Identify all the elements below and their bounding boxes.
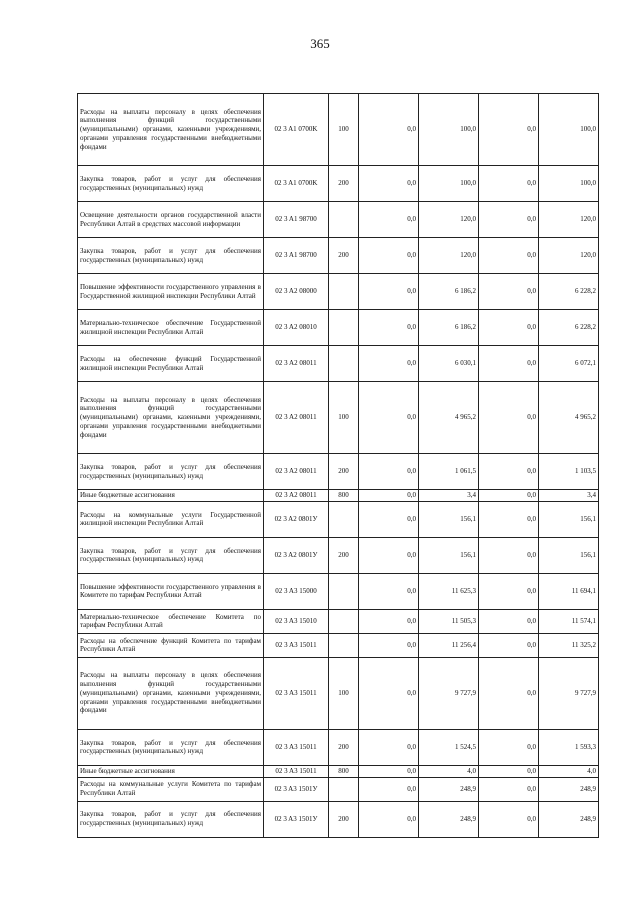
amount-cell-3: 0,0 <box>479 454 539 490</box>
amount-cell-4: 156,1 <box>539 537 599 573</box>
table-row <box>78 609 599 633</box>
expense-type-cell: 200 <box>329 454 359 490</box>
expense-type-cell: 100 <box>329 94 359 166</box>
expense-type-cell <box>329 346 359 382</box>
expense-name-cell: Закупка товаров, работ и услуг для обеспечения государственных (муниципальных) нужд <box>78 801 264 837</box>
amount-cell-2: 156,1 <box>419 537 479 573</box>
target-article-code-cell: 02 3 A3 1501У <box>264 801 329 837</box>
table-row <box>78 238 599 274</box>
amount-cell-2: 6 186,2 <box>419 274 479 310</box>
amount-cell-4: 120,0 <box>539 202 599 238</box>
target-article-code-cell: 02 3 A2 08011 <box>264 382 329 454</box>
amount-cell-1: 0,0 <box>359 454 419 490</box>
amount-cell-3: 0,0 <box>479 801 539 837</box>
amount-cell-3: 0,0 <box>479 238 539 274</box>
expense-type-cell <box>329 202 359 238</box>
expense-name-cell: Расходы на выплаты персоналу в целях обеспечения выполнения функций государственными (муниципальными) органами, казенными учреждениями, органами управления государственными внебюджетными фондами <box>78 94 264 166</box>
expense-type-cell <box>329 501 359 537</box>
expense-type-cell: 100 <box>329 382 359 454</box>
amount-cell-4: 248,9 <box>539 801 599 837</box>
amount-cell-3: 0,0 <box>479 346 539 382</box>
amount-cell-4: 6 072,1 <box>539 346 599 382</box>
amount-cell-4: 248,9 <box>539 777 599 801</box>
amount-cell-1: 0,0 <box>359 777 419 801</box>
target-article-code-cell: 02 3 A3 1501У <box>264 777 329 801</box>
target-article-code-cell: 02 3 A3 15011 <box>264 657 329 729</box>
expense-name-cell: Расходы на коммунальные услуги Государственной жилищной инспекции Республики Алтай <box>78 501 264 537</box>
amount-cell-3: 0,0 <box>479 166 539 202</box>
expense-name-cell: Повышение эффективности государственного управления в Комитете по тарифам Республики Алтай <box>78 573 264 609</box>
amount-cell-3: 0,0 <box>479 777 539 801</box>
amount-cell-2: 120,0 <box>419 238 479 274</box>
amount-cell-3: 0,0 <box>479 94 539 166</box>
table-row <box>78 382 599 454</box>
table-row <box>78 657 599 729</box>
amount-cell-1: 0,0 <box>359 573 419 609</box>
target-article-code-cell: 02 3 A2 08010 <box>264 310 329 346</box>
amount-cell-1: 0,0 <box>359 633 419 657</box>
amount-cell-3: 0,0 <box>479 490 539 502</box>
expense-type-cell: 800 <box>329 490 359 502</box>
amount-cell-1: 0,0 <box>359 765 419 777</box>
amount-cell-1: 0,0 <box>359 609 419 633</box>
table-row <box>78 633 599 657</box>
target-article-code-cell: 02 3 A2 08011 <box>264 346 329 382</box>
amount-cell-4: 4 965,2 <box>539 382 599 454</box>
target-article-code-cell: 02 3 A1 0700K <box>264 166 329 202</box>
target-article-code-cell: 02 3 A3 15010 <box>264 609 329 633</box>
expense-type-cell: 100 <box>329 657 359 729</box>
table-row <box>78 777 599 801</box>
amount-cell-3: 0,0 <box>479 310 539 346</box>
amount-cell-4: 100,0 <box>539 166 599 202</box>
expense-name-cell: Закупка товаров, работ и услуг для обеспечения государственных (муниципальных) нужд <box>78 238 264 274</box>
expense-name-cell: Расходы на выплаты персоналу в целях обеспечения выполнения функций государственными (муниципальными) органами, казенными учреждениями, органами управления государственными внебюджетными фондами <box>78 657 264 729</box>
table-row <box>78 166 599 202</box>
amount-cell-4: 1 103,5 <box>539 454 599 490</box>
table-row <box>78 202 599 238</box>
table-row <box>78 454 599 490</box>
expense-type-cell <box>329 573 359 609</box>
table-row <box>78 94 599 166</box>
table-row <box>78 573 599 609</box>
budget-table <box>77 93 599 838</box>
amount-cell-3: 0,0 <box>479 382 539 454</box>
target-article-code-cell: 02 3 A2 08011 <box>264 490 329 502</box>
amount-cell-4: 9 727,9 <box>539 657 599 729</box>
amount-cell-1: 0,0 <box>359 274 419 310</box>
amount-cell-2: 1 524,5 <box>419 729 479 765</box>
amount-cell-2: 6 186,2 <box>419 310 479 346</box>
expense-name-cell: Освещение деятельности органов государственной власти Республики Алтай в средствах массовой информации <box>78 202 264 238</box>
expense-type-cell <box>329 777 359 801</box>
table-row <box>78 490 599 502</box>
amount-cell-3: 0,0 <box>479 633 539 657</box>
amount-cell-1: 0,0 <box>359 238 419 274</box>
amount-cell-4: 1 593,3 <box>539 729 599 765</box>
amount-cell-4: 11 574,1 <box>539 609 599 633</box>
amount-cell-3: 0,0 <box>479 657 539 729</box>
expense-name-cell: Иные бюджетные ассигнования <box>78 490 264 502</box>
target-article-code-cell: 02 3 A3 15011 <box>264 633 329 657</box>
table-row <box>78 501 599 537</box>
amount-cell-2: 156,1 <box>419 501 479 537</box>
amount-cell-2: 1 061,5 <box>419 454 479 490</box>
table-row <box>78 729 599 765</box>
amount-cell-4: 4,0 <box>539 765 599 777</box>
amount-cell-2: 11 505,3 <box>419 609 479 633</box>
amount-cell-2: 6 030,1 <box>419 346 479 382</box>
expense-name-cell: Материально-техническое обеспечение Комитета по тарифам Республики Алтай <box>78 609 264 633</box>
amount-cell-4: 11 325,2 <box>539 633 599 657</box>
amount-cell-1: 0,0 <box>359 490 419 502</box>
amount-cell-3: 0,0 <box>479 537 539 573</box>
expense-type-cell: 200 <box>329 729 359 765</box>
expense-name-cell: Закупка товаров, работ и услуг для обеспечения государственных (муниципальных) нужд <box>78 166 264 202</box>
expense-name-cell: Закупка товаров, работ и услуг для обеспечения государственных (муниципальных) нужд <box>78 537 264 573</box>
expense-name-cell: Закупка товаров, работ и услуг для обеспечения государственных (муниципальных) нужд <box>78 454 264 490</box>
amount-cell-4: 156,1 <box>539 501 599 537</box>
amount-cell-2: 248,9 <box>419 801 479 837</box>
target-article-code-cell: 02 3 A3 15011 <box>264 765 329 777</box>
budget-table-body <box>78 94 599 838</box>
expense-type-cell <box>329 609 359 633</box>
expense-name-cell: Иные бюджетные ассигнования <box>78 765 264 777</box>
amount-cell-2: 3,4 <box>419 490 479 502</box>
amount-cell-3: 0,0 <box>479 573 539 609</box>
amount-cell-2: 248,9 <box>419 777 479 801</box>
target-article-code-cell: 02 3 A2 08011 <box>264 454 329 490</box>
page-number: 365 <box>310 36 330 51</box>
expense-type-cell: 200 <box>329 166 359 202</box>
amount-cell-2: 4 965,2 <box>419 382 479 454</box>
table-row <box>78 801 599 837</box>
amount-cell-1: 0,0 <box>359 382 419 454</box>
amount-cell-1: 0,0 <box>359 310 419 346</box>
amount-cell-4: 11 694,1 <box>539 573 599 609</box>
amount-cell-3: 0,0 <box>479 274 539 310</box>
expense-name-cell: Расходы на коммунальные услуги Комитета по тарифам Республики Алтай <box>78 777 264 801</box>
expense-type-cell <box>329 274 359 310</box>
target-article-code-cell: 02 3 A2 0801У <box>264 537 329 573</box>
table-row <box>78 310 599 346</box>
expense-name-cell: Расходы на обеспечение функций Государственной жилищной инспекции Республики Алтай <box>78 346 264 382</box>
expense-type-cell: 200 <box>329 537 359 573</box>
amount-cell-2: 9 727,9 <box>419 657 479 729</box>
target-article-code-cell: 02 3 A2 08000 <box>264 274 329 310</box>
table-row <box>78 537 599 573</box>
amount-cell-2: 4,0 <box>419 765 479 777</box>
expense-type-cell: 800 <box>329 765 359 777</box>
amount-cell-4: 100,0 <box>539 94 599 166</box>
target-article-code-cell: 02 3 A3 15011 <box>264 729 329 765</box>
amount-cell-3: 0,0 <box>479 765 539 777</box>
expense-type-cell <box>329 310 359 346</box>
amount-cell-3: 0,0 <box>479 729 539 765</box>
expense-name-cell: Расходы на обеспечение функций Комитета по тарифам Республики Алтай <box>78 633 264 657</box>
amount-cell-2: 120,0 <box>419 202 479 238</box>
amount-cell-2: 11 625,3 <box>419 573 479 609</box>
amount-cell-1: 0,0 <box>359 346 419 382</box>
table-row <box>78 346 599 382</box>
expense-name-cell: Закупка товаров, работ и услуг для обеспечения государственных (муниципальных) нужд <box>78 729 264 765</box>
amount-cell-1: 0,0 <box>359 657 419 729</box>
expense-type-cell: 200 <box>329 238 359 274</box>
target-article-code-cell: 02 3 A1 0700K <box>264 94 329 166</box>
amount-cell-4: 6 228,2 <box>539 310 599 346</box>
amount-cell-1: 0,0 <box>359 501 419 537</box>
amount-cell-1: 0,0 <box>359 537 419 573</box>
expense-name-cell: Расходы на выплаты персоналу в целях обеспечения выполнения функций государственными (муниципальными) органами, казенными учреждениями, органами управления государственными внебюджетными фондами <box>78 382 264 454</box>
amount-cell-3: 0,0 <box>479 609 539 633</box>
amount-cell-4: 120,0 <box>539 238 599 274</box>
expense-name-cell: Повышение эффективности государственного управления в Государственной жилищной инспекции Республики Алтай <box>78 274 264 310</box>
amount-cell-2: 100,0 <box>419 166 479 202</box>
amount-cell-3: 0,0 <box>479 202 539 238</box>
target-article-code-cell: 02 3 A2 0801У <box>264 501 329 537</box>
amount-cell-1: 0,0 <box>359 166 419 202</box>
amount-cell-2: 11 256,4 <box>419 633 479 657</box>
amount-cell-1: 0,0 <box>359 94 419 166</box>
amount-cell-4: 6 228,2 <box>539 274 599 310</box>
amount-cell-2: 100,0 <box>419 94 479 166</box>
target-article-code-cell: 02 3 A1 98700 <box>264 238 329 274</box>
expense-type-cell <box>329 633 359 657</box>
amount-cell-3: 0,0 <box>479 501 539 537</box>
amount-cell-4: 3,4 <box>539 490 599 502</box>
table-row <box>78 274 599 310</box>
amount-cell-1: 0,0 <box>359 202 419 238</box>
amount-cell-1: 0,0 <box>359 729 419 765</box>
amount-cell-1: 0,0 <box>359 801 419 837</box>
table-row <box>78 765 599 777</box>
expense-name-cell: Материально-техническое обеспечение Государственной жилищной инспекции Республики Алтай <box>78 310 264 346</box>
expense-type-cell: 200 <box>329 801 359 837</box>
target-article-code-cell: 02 3 A1 98700 <box>264 202 329 238</box>
target-article-code-cell: 02 3 A3 15000 <box>264 573 329 609</box>
